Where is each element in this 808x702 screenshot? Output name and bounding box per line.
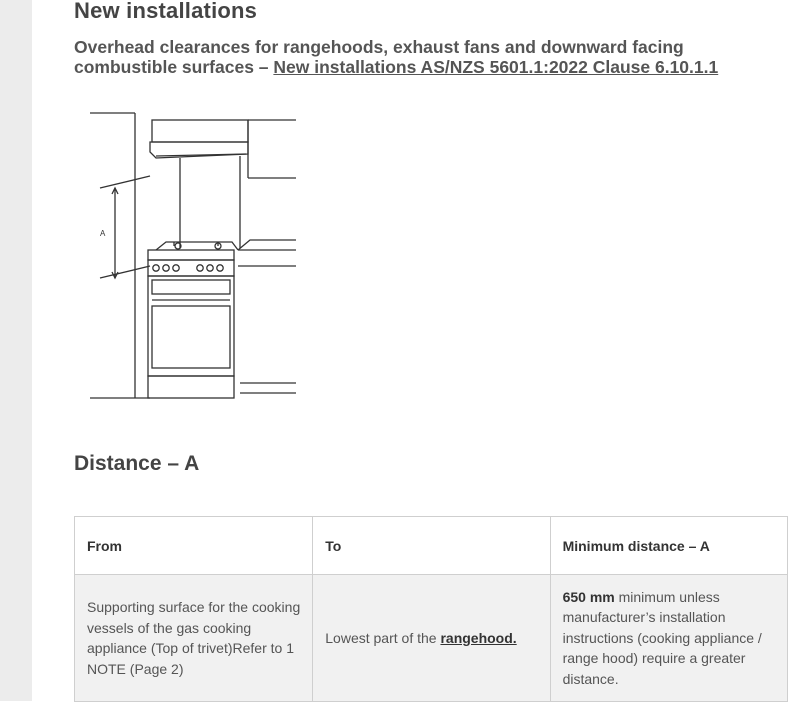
cell-from [75, 575, 313, 702]
subtitle-text: Overhead clearances for rangehoods, exhaust fans and downward facing combustible surfaces – [74, 37, 684, 77]
rangehood-clearance-diagram [90, 108, 300, 408]
standard-clause-link[interactable]: New installations AS/NZS 5601.1:2022 Clause 6.10.1.1 [273, 57, 719, 77]
cell-minimum-distance [550, 575, 787, 702]
distance-table [74, 516, 788, 702]
section-title: New installations [74, 0, 258, 23]
table-row [75, 575, 788, 702]
from-text-2: appliance (Top of trivet)Refer to 1 NOTE (Page 2) [87, 640, 294, 677]
oven-door [152, 306, 230, 368]
rangehood-link[interactable]: rangehood. [440, 629, 517, 646]
left-gutter [0, 0, 32, 701]
header-from: From [75, 517, 313, 575]
header-to: To [313, 517, 550, 575]
table-header-row [75, 517, 788, 575]
section-subtitle [74, 37, 774, 77]
dimension-a-label: A [100, 229, 106, 238]
diagram-illustration [90, 108, 300, 408]
min-distance-value: 650 mm [562, 588, 615, 605]
to-text: Lowest part of the [325, 629, 441, 646]
control-panel [148, 260, 234, 276]
header-minimum-distance: Minimum distance – A [550, 517, 787, 575]
distance-title: Distance – A [74, 452, 200, 475]
min-distance-text: minimum unless manufacturer’s installation instructions (cooking appliance / range hood) require a greater distance. [562, 588, 762, 687]
from-text-1: Supporting surface for the cooking vessels of the gas cooking [87, 599, 301, 636]
upper-cabinet [152, 120, 248, 142]
oven-body [148, 276, 234, 376]
cell-to [313, 575, 550, 702]
